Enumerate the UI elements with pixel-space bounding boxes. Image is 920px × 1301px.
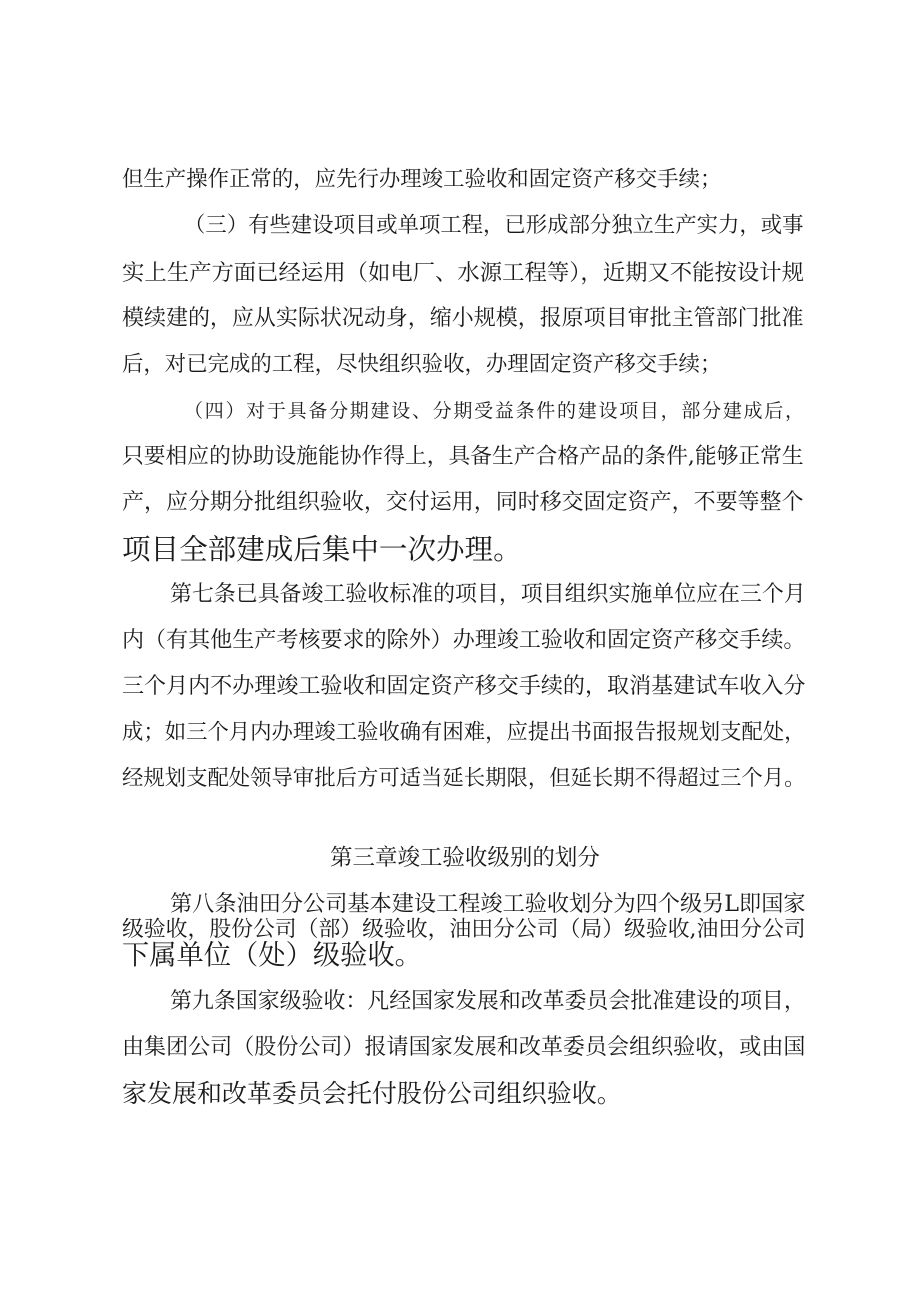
paragraph-line: 经规划支配处领导审批后方可适当延长期限，但延长期不得超过三个月。 [122,766,806,791]
paragraph-line: 但生产操作正常的，应先行办理竣工验收和固定资产移交手续； [122,167,722,192]
paragraph-line: 第七条已具备竣工验收标准的项目，项目组织实施单位应在三个月 [170,582,806,607]
paragraph-line: 第九条国家级验收：凡经国家发展和改革委员会批准建设的项目， [170,989,806,1014]
paragraph-line: 只要相应的协助设施能协作得上，具备生产合格产品的条件,能够正常生 [122,444,804,469]
paragraph-line: 成；如三个月内办理竣工验收确有困难，应提出书面报告报规划支配处， [122,720,806,745]
paragraph-line: 后，对已完成的工程，尽快组织验收，办理固定资产移交手续； [122,352,722,377]
chapter-title: 第三章竣工验收级别的划分 [330,845,600,871]
paragraph-line: 内（有其他生产考核要求的除外）办理竣工验收和固定资产移交手续。 [122,628,806,653]
paragraph-line: 下属单位（处）级验收。 [122,940,422,971]
paragraph-line: 模续建的，应从实际状况动身，缩小规模，报原项目审批主管部门批准 [122,306,804,331]
paragraph-line: 级验收，股份公司（部）级验收，油田分公司（局）级验收,油田分公司 [122,917,806,942]
paragraph-line: （三）有些建设项目或单项工程，已形成部分独立生产实力，或事 [184,213,804,238]
paragraph-line: （四）对于具备分期建设、分期受益条件的建设项目，部分建成后， [184,400,806,422]
paragraph-line: 项目全部建成后集中一次办理。 [122,532,522,566]
paragraph-line: 实上生产方面已经运用（如电厂、水源工程等），近期又不能按设计规 [122,260,804,286]
paragraph-line: 产，应分期分批组织验收，交付运用，同时移交固定资产，不要等整个 [122,490,804,515]
paragraph-line: 家发展和改革委员会托付股份公司组织验收。 [122,1079,622,1108]
paragraph-line: 三个月内不办理竣工验收和固定资产移交手续的，取消基建试车收入分 [122,674,806,699]
paragraph-line: 由集团公司（股份公司）报请国家发展和改革委员会组织验收，或由国 [122,1035,806,1060]
paragraph-line: 第八条油田分公司基本建设工程竣工验收划分为四个级另L即国家 [170,891,806,917]
